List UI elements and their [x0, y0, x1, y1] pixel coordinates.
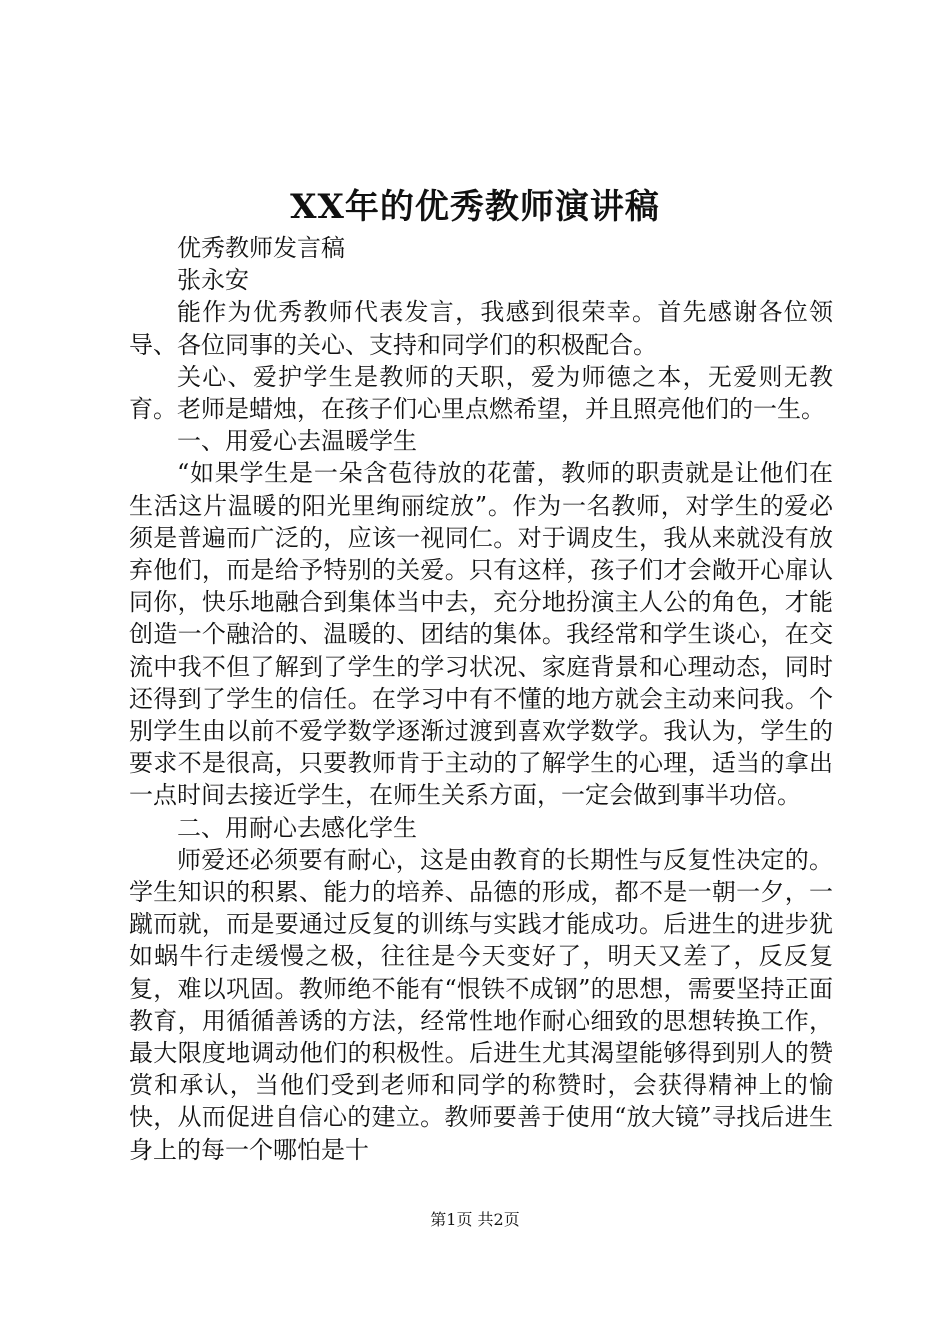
author-line: 张永安 [177, 266, 249, 295]
paragraph-duty: 关心、爱护学生是教师的天职，爱为师德之本，无爱则无教育。老师是蜡烛，在孩子们心里点燃希望，并且照亮他们的一生。 [129, 362, 833, 424]
paragraph-love: “如果学生是一朵含苞待放的花蕾，教师的职责就是让他们在生活这片温暖的阳光里绚丽绽放”。作为一名教师，对学生的爱必须是普遍而广泛的，应该一视同仁。对于调皮生，我从来就没有放弃他们，而是给予特别的关爱。只有这样，孩子们才会敞开心扉认同你，快乐地融合到集体当中去，充分地扮演主人公的角色，才能创造一个融洽的、温暖的、团结的集体。我经常和学生谈心，在交流中我不但了解到了学生的学习状况、家庭背景和心理动态，同时还得到了学生的信任。在学习中有不懂的地方就会主动来问我。个别学生由以前不爱学数学逐渐过渡到喜欢学数学。我认为，学生的要求不是很高，只要教师肯于主动的了解学生的心理，适当的拿出一点时间去接近学生，在师生关系方面，一定会做到事半功倍。 [129, 459, 833, 810]
paragraph-patience: 师爱还必须要有耐心，这是由教育的长期性与反复性决定的。学生知识的积累、能力的培养、品德的形成，都不是一朝一夕，一蹴而就，而是要通过反复的训练与实践才能成功。后进生的进步犹如蜗牛行走缓慢之极，往往是今天变好了，明天又差了，反反复复，难以巩固。教师绝不能有“恨铁不成钢”的思想，需要坚持正面教育，用循循善诱的方法，经常性地作耐心细致的思想转换工作，最大限度地调动他们的积极性。后进生尤其渴望能够得到别人的赞赏和承认，当他们受到老师和同学的称赞时，会获得精神上的愉快，从而促进自信心的建立。教师要善于使用“放大镜”寻找后进生身上的每一个哪怕是十 [129, 845, 833, 1164]
document-body [129, 232, 833, 1166]
page-footer: 第1页 共2页 [430, 1210, 520, 1229]
document-title: XX年的优秀教师演讲稿 [290, 187, 660, 227]
section-heading-1: 一、用爱心去温暖学生 [177, 427, 417, 456]
subtitle-line: 优秀教师发言稿 [177, 234, 345, 262]
section-heading-2: 二、用耐心去感化学生 [177, 813, 417, 842]
paragraph-intro: 能作为优秀教师代表发言，我感到很荣幸。首先感谢各位领导、各位同事的关心、支持和同学们的积极配合。 [129, 298, 833, 359]
